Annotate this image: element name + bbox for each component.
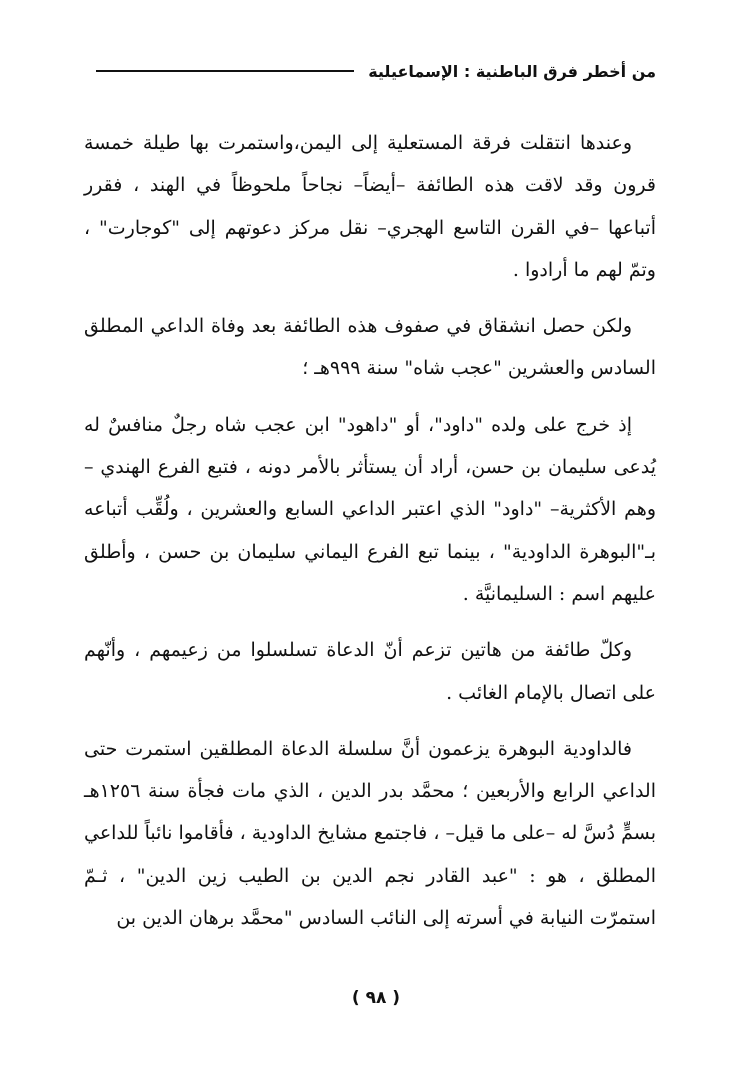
paragraph: وعندها انتقلت فرقة المستعلية إلى اليمن،واستمرت بها طيلة خمسة قرون وقد لاقت هذه الطائفة –أيضاً– نجاحاً ملحوظاً في الهند ، فقرر أتباعها –في القرن التاسع الهجري– نقل مركز دعوتهم إلى "كوجارت" ، وتمّ لهم ما أرادوا . [84, 132, 656, 281]
paragraph: وكلّ طائفة من هاتين تزعم أنّ الدعاة تسلسلوا من زعيمهم ، وأنّهم على اتصال بالإمام الغائب . [84, 639, 656, 704]
header-title: من أخطر فرق الباطنية : الإسماعيلية [368, 61, 656, 81]
paragraph: إذ خرج على ولده "داود"، أو "داهود" ابن عجب شاه رجلٌ منافسٌ له يُدعى سليمان بن حسن، أراد أن يستأثر بالأمر دونه ، فتبع الفرع الهندي –وهم الأكثرية– "داود" الذي اعتبر الداعي السابع والعشرين ، ولُقِّب أتباعه بـ"البوهرة الداودية" ، بينما تبع الفرع اليماني سليمان بن حسن ، وأطلق عليهم اسم : السليمانيَّة . [84, 413, 656, 605]
paragraph: ولكن حصل انشقاق في صفوف هذه الطائفة بعد وفاة الداعي المطلق السادس والعشرين "عجب شاه" سنة ٩٩٩هـ ؛ [84, 315, 656, 380]
paragraph: فالداودية البوهرة يزعمون أنَّ سلسلة الدعاة المطلقين استمرت حتى الداعي الرابع والأربعين ؛ محمَّد بدر الدين ، الذي مات فجأة سنة ١٢٥٦هـ بسمٍّ دُسَّ له –على ما قيل– ، فاجتمع مشايخ الداودية ، فأقاموا نائباً للداعي المطلق ، هو : "عبد القادر نجم الدين بن الطيب زين الدين" ، ثـمّ استمرّت النيابة في أسرته إلى النائب السادس "محمَّد برهان الدين بن [84, 737, 656, 930]
body-text [84, 122, 656, 939]
running-header [96, 56, 656, 86]
page-number: ( ٩٨ ) [351, 988, 401, 1008]
header-rule [96, 70, 354, 72]
